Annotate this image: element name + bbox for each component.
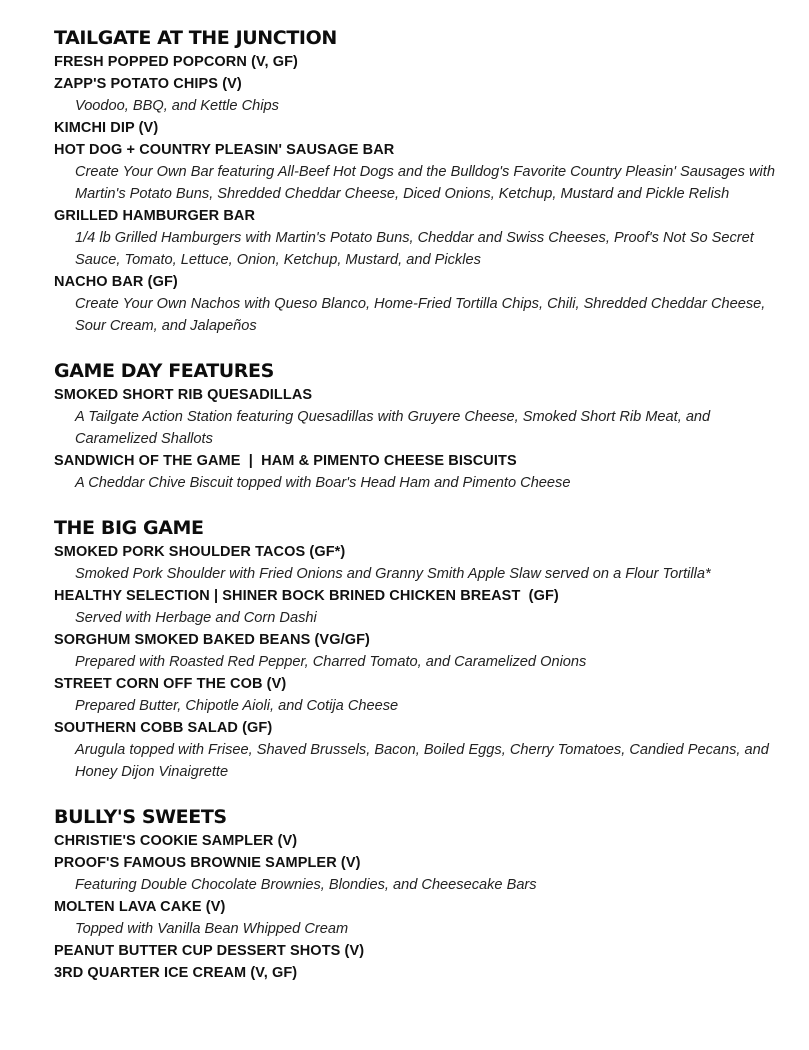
menu-document: [54, 26, 794, 984]
item-name: FRESH POPPED POPCORN (V, GF): [54, 54, 298, 70]
item-description: 1/4 lb Grilled Hamburgers with Martin's Potato Buns, Cheddar and Swiss Cheeses, Proof's Not So Secret Sauce, Tomato, Lettuce, Onion, Ketchup, Mustard, and Pickles: [75, 230, 754, 268]
item-name: CHRISTIE'S COOKIE SAMPLER (V): [54, 833, 298, 849]
item-name: HEALTHY SELECTION | SHINER BOCK BRINED CHICKEN BREAST (GF): [54, 588, 559, 604]
item-name: SANDWICH OF THE GAME | HAM & PIMENTO CHEESE BISCUITS: [54, 453, 517, 469]
item-name: STREET CORN OFF THE COB (V): [54, 676, 287, 692]
item-description: Create Your Own Nachos with Queso Blanco, Home-Fried Tortilla Chips, Chili, Shredded Cheddar Cheese, Sour Cream, and Jalapeños: [75, 296, 766, 334]
menu-item: [54, 73, 794, 117]
menu-item: [54, 541, 794, 585]
menu-item: [54, 896, 794, 940]
menu-item: [54, 450, 794, 494]
menu-item: [54, 205, 794, 271]
item-name: MOLTEN LAVA CAKE (V): [54, 899, 226, 915]
item-description: Voodoo, BBQ, and Kettle Chips: [75, 98, 279, 114]
item-name: PEANUT BUTTER CUP DESSERT SHOTS (V): [54, 943, 365, 959]
menu-item: [54, 673, 794, 717]
item-description: Prepared Butter, Chipotle Aioli, and Cotija Cheese: [75, 698, 399, 714]
menu-item: [54, 940, 794, 962]
item-name: 3RD QUARTER ICE CREAM (V, GF): [54, 965, 298, 981]
menu-item: [54, 139, 794, 205]
section-title: BULLY'S SWEETS: [54, 806, 227, 828]
menu-section-sweets: [54, 805, 794, 984]
menu-item: [54, 384, 794, 450]
item-name: NACHO BAR (GF): [54, 274, 178, 290]
item-description: A Cheddar Chive Biscuit topped with Boar's Head Ham and Pimento Cheese: [75, 475, 571, 491]
item-name: GRILLED HAMBURGER BAR: [54, 208, 256, 224]
section-title: TAILGATE AT THE JUNCTION: [54, 27, 337, 49]
item-name: SMOKED PORK SHOULDER TACOS (GF*): [54, 544, 346, 560]
menu-item: [54, 585, 794, 629]
item-name: SOUTHERN COBB SALAD (GF): [54, 720, 273, 736]
menu-item: [54, 271, 794, 337]
menu-section-tailgate: [54, 26, 794, 337]
menu-section-game-day-features: [54, 359, 794, 494]
item-description: Served with Herbage and Corn Dashi: [75, 610, 317, 626]
menu-item: [54, 51, 794, 73]
item-description: Topped with Vanilla Bean Whipped Cream: [75, 921, 349, 937]
item-name: PROOF'S FAMOUS BROWNIE SAMPLER (V): [54, 855, 361, 871]
item-description: Prepared with Roasted Red Pepper, Charred Tomato, and Caramelized Onions: [75, 654, 587, 670]
section-title: GAME DAY FEATURES: [54, 360, 274, 382]
item-description: Create Your Own Bar featuring All-Beef Hot Dogs and the Bulldog's Favorite Country Pleasin' Sausages with Martin's Potato Buns, Shredded Cheddar Cheese, Diced Onions, Ketchup, Mustard and Pickle Relish: [75, 164, 775, 202]
menu-section-big-game: [54, 516, 794, 783]
item-name: ZAPP'S POTATO CHIPS (V): [54, 76, 242, 92]
menu-item: [54, 117, 794, 139]
item-name: HOT DOG + COUNTRY PLEASIN' SAUSAGE BAR: [54, 142, 395, 158]
section-title: THE BIG GAME: [54, 517, 204, 539]
item-description: Featuring Double Chocolate Brownies, Blondies, and Cheesecake Bars: [75, 877, 537, 893]
menu-item: [54, 629, 794, 673]
item-name: SMOKED SHORT RIB QUESADILLAS: [54, 387, 313, 403]
item-description: Arugula topped with Frisee, Shaved Brussels, Bacon, Boiled Eggs, Cherry Tomatoes, Candied Pecans, and Honey Dijon Vinaigrette: [75, 742, 769, 780]
menu-item: [54, 717, 794, 783]
menu-item: [54, 830, 794, 852]
item-name: SORGHUM SMOKED BAKED BEANS (VG/GF): [54, 632, 370, 648]
menu-item: [54, 852, 794, 896]
item-description: A Tailgate Action Station featuring Quesadillas with Gruyere Cheese, Smoked Short Rib Meat, and Caramelized Shallots: [75, 409, 711, 447]
item-name: KIMCHI DIP (V): [54, 120, 159, 136]
menu-item: [54, 962, 794, 984]
item-description: Smoked Pork Shoulder with Fried Onions and Granny Smith Apple Slaw served on a Flour Tortilla*: [75, 566, 711, 582]
